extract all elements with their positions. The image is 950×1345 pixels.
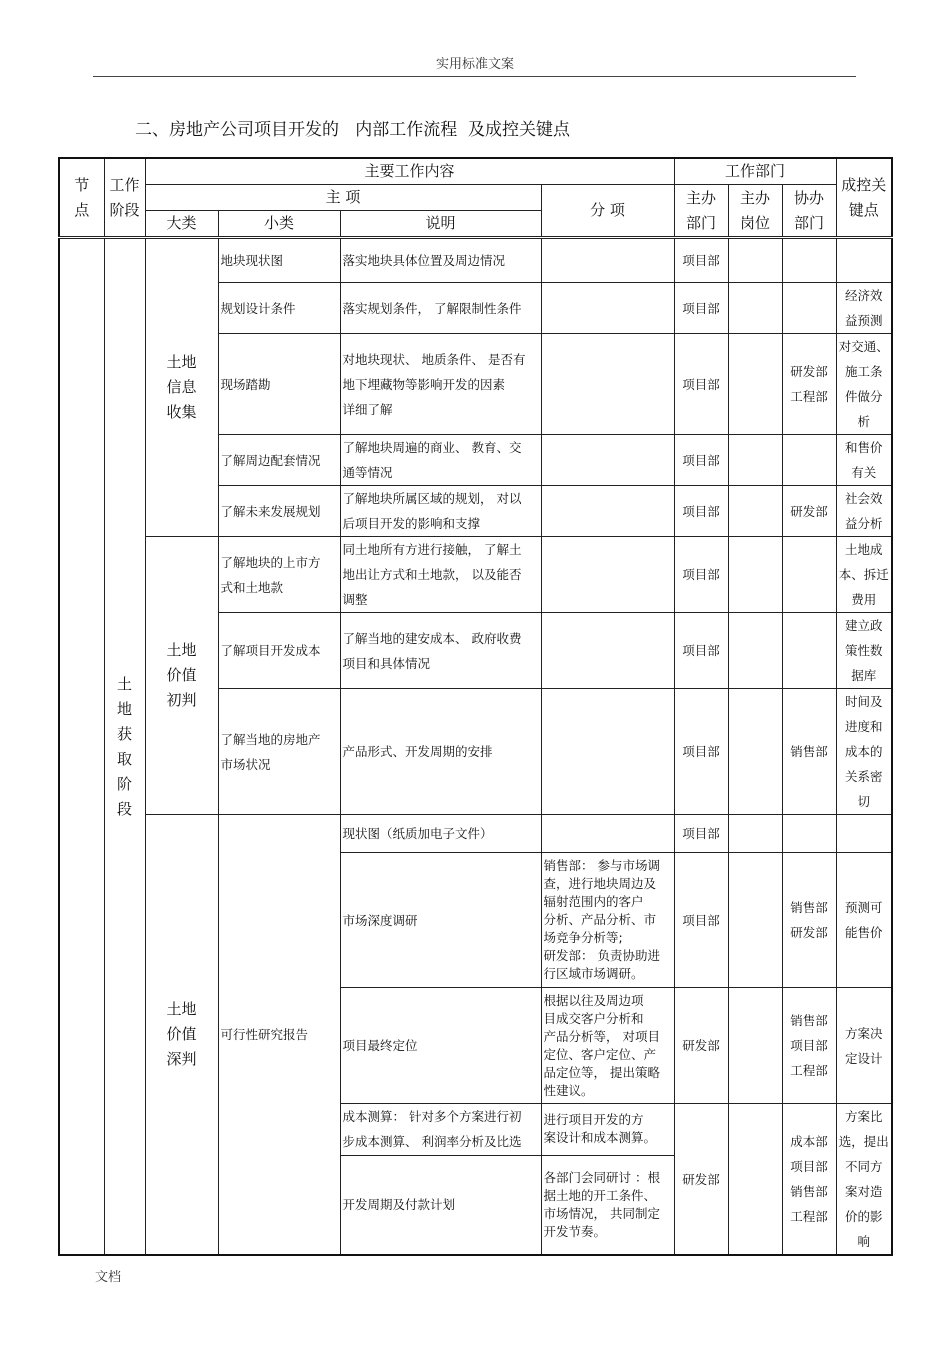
lead-dept-cell: 项目部 — [674, 283, 728, 334]
cost-key-cell: 社会效 益分析 — [836, 486, 892, 537]
description-cell: 开发周期及付款计划 — [340, 1155, 541, 1255]
stage-cell: 土 地 获 取 阶 段 — [104, 238, 145, 1256]
page-header: 实用标准文案 — [435, 57, 514, 72]
header-category: 大类 — [145, 211, 218, 238]
assist-dept-cell: 研发部 — [782, 486, 836, 537]
header-main-content: 主要工作内容 — [145, 158, 674, 185]
lead-dept-cell: 项目部 — [674, 853, 728, 988]
lead-dept-cell: 研发部 — [674, 988, 728, 1104]
header-assist-dept: 协办 部门 — [782, 185, 836, 238]
sub-item-cell — [541, 238, 674, 283]
sub-item-cell: 销售部： 参与市场调 查，进行地块周边及 辐射范围内的客户 分析、产品分析、市 场竞争分析等; 研发部： 负责协助进 行区域市场调研。 — [541, 853, 674, 988]
sub-item-cell — [541, 537, 674, 613]
lead-dept-cell: 项目部 — [674, 537, 728, 613]
cost-key-cell: 和售价 有关 — [836, 435, 892, 486]
description-cell: 落实地块具体位置及周边情况 — [340, 238, 541, 283]
lead-post-cell — [728, 988, 782, 1104]
lead-dept-cell: 项目部 — [674, 486, 728, 537]
document-title: 二、房地产公司项目开发的 内部工作流程 及成控关键点 — [135, 120, 571, 140]
description-cell: 成本测算： 针对多个方案进行初 步成本测算、 利润率分析及比选 — [340, 1104, 541, 1156]
sub-item-cell — [541, 689, 674, 815]
description-cell: 了解当地的建安成本、 政府收费 项目和具体情况 — [340, 613, 541, 689]
header-stage: 工作 阶段 — [104, 158, 145, 238]
assist-dept-cell: 成本部 项目部 销售部 工程部 — [782, 1104, 836, 1256]
description-cell: 项目最终定位 — [340, 988, 541, 1104]
header-cost-key: 成控关 键点 — [836, 158, 892, 238]
subcategory-cell: 了解未来发展规划 — [218, 486, 340, 537]
assist-dept-cell — [782, 283, 836, 334]
sub-item-cell — [541, 435, 674, 486]
header-divider — [93, 76, 856, 77]
cost-key-cell: 时间及 进度和 成本的 关系密 切 — [836, 689, 892, 815]
description-cell: 现状图（纸质加电子文件） — [340, 815, 541, 853]
header-node: 节 点 — [59, 158, 104, 238]
cost-key-cell: 对交通、 施工条 件做分 析 — [836, 334, 892, 435]
page-footer: 文档 — [95, 1270, 122, 1285]
sub-item-cell: 进行项目开发的方 案设计和成本测算。 — [541, 1104, 674, 1156]
header-departments: 工作部门 — [674, 158, 836, 185]
header-subcategory: 小类 — [218, 211, 340, 238]
category-cell: 土地 价值 初判 — [145, 537, 218, 815]
description-cell: 了解地块所属区域的规划， 对以 后项目开发的影响和支撑 — [340, 486, 541, 537]
lead-post-cell — [728, 435, 782, 486]
lead-dept-cell: 项目部 — [674, 689, 728, 815]
category-cell: 土地 价值 深判 — [145, 815, 218, 1256]
header-description: 说明 — [340, 211, 541, 238]
lead-dept-cell: 研发部 — [674, 1104, 728, 1256]
description-cell: 落实规划条件， 了解限制性条件 — [340, 283, 541, 334]
cost-key-cell: 方案决 定设计 — [836, 988, 892, 1104]
cost-key-cell — [836, 815, 892, 853]
assist-dept-cell — [782, 537, 836, 613]
description-cell: 对地块现状、 地质条件、 是否有 地下埋藏物等影响开发的因素 详细了解 — [340, 334, 541, 435]
description-cell: 同土地所有方进行接触， 了解土 地出让方式和土地款， 以及能否 调整 — [340, 537, 541, 613]
cost-key-cell: 土地成 本、拆迁 费用 — [836, 537, 892, 613]
lead-post-cell — [728, 1104, 782, 1256]
subcategory-cell: 可行性研究报告 — [218, 815, 340, 1256]
lead-dept-cell: 项目部 — [674, 435, 728, 486]
subcategory-cell: 了解项目开发成本 — [218, 613, 340, 689]
description-cell: 市场深度调研 — [340, 853, 541, 988]
header-sub-item: 分 项 — [541, 185, 674, 238]
lead-post-cell — [728, 537, 782, 613]
workflow-table — [58, 157, 893, 1256]
lead-post-cell — [728, 815, 782, 853]
description-cell: 了解地块周遍的商业、 教育、交 通等情况 — [340, 435, 541, 486]
subcategory-cell: 地块现状图 — [218, 238, 340, 283]
category-cell: 土地 信息 收集 — [145, 238, 218, 537]
header-lead-dept: 主办 部门 — [674, 185, 728, 238]
sub-item-cell: 各部门会同研讨 ：根 据土地的开工条件、 市场情况， 共同制定 开发节奏。 — [541, 1155, 674, 1255]
subcategory-cell: 了解周边配套情况 — [218, 435, 340, 486]
sub-item-cell — [541, 815, 674, 853]
lead-post-cell — [728, 238, 782, 283]
cost-key-cell: 经济效 益预测 — [836, 283, 892, 334]
cost-key-cell: 预测可 能售价 — [836, 853, 892, 988]
header-main-item: 主 项 — [145, 185, 541, 211]
lead-post-cell — [728, 334, 782, 435]
lead-dept-cell: 项目部 — [674, 613, 728, 689]
lead-post-cell — [728, 486, 782, 537]
description-cell: 产品形式、开发周期的安排 — [340, 689, 541, 815]
subcategory-cell: 了解地块的上市方 式和土地款 — [218, 537, 340, 613]
assist-dept-cell: 销售部 研发部 — [782, 853, 836, 988]
sub-item-cell — [541, 486, 674, 537]
lead-post-cell — [728, 853, 782, 988]
assist-dept-cell: 销售部 — [782, 689, 836, 815]
lead-post-cell — [728, 613, 782, 689]
cost-key-cell: 建立政 策性数 据库 — [836, 613, 892, 689]
sub-item-cell — [541, 613, 674, 689]
assist-dept-cell: 销售部 项目部 工程部 — [782, 988, 836, 1104]
lead-dept-cell: 项目部 — [674, 334, 728, 435]
assist-dept-cell: 研发部 工程部 — [782, 334, 836, 435]
subcategory-cell: 规划设计条件 — [218, 283, 340, 334]
header-lead-post: 主办 岗位 — [728, 185, 782, 238]
sub-item-cell — [541, 334, 674, 435]
assist-dept-cell — [782, 238, 836, 283]
cost-key-cell — [836, 238, 892, 283]
sub-item-cell: 根据以往及周边项 目成交客户分析和 产品分析等， 对项目 定位、客户定位、产 品定位等， 提出策略 性建议。 — [541, 988, 674, 1104]
cost-key-cell: 方案比 选，提出 不同方 案对造 价的影 响 — [836, 1104, 892, 1256]
lead-dept-cell: 项目部 — [674, 815, 728, 853]
assist-dept-cell — [782, 613, 836, 689]
subcategory-cell: 了解当地的房地产 市场状况 — [218, 689, 340, 815]
lead-post-cell — [728, 283, 782, 334]
assist-dept-cell — [782, 815, 836, 853]
assist-dept-cell — [782, 435, 836, 486]
node-cell — [59, 238, 104, 1256]
lead-post-cell — [728, 689, 782, 815]
sub-item-cell — [541, 283, 674, 334]
subcategory-cell: 现场踏勘 — [218, 334, 340, 435]
lead-dept-cell: 项目部 — [674, 238, 728, 283]
